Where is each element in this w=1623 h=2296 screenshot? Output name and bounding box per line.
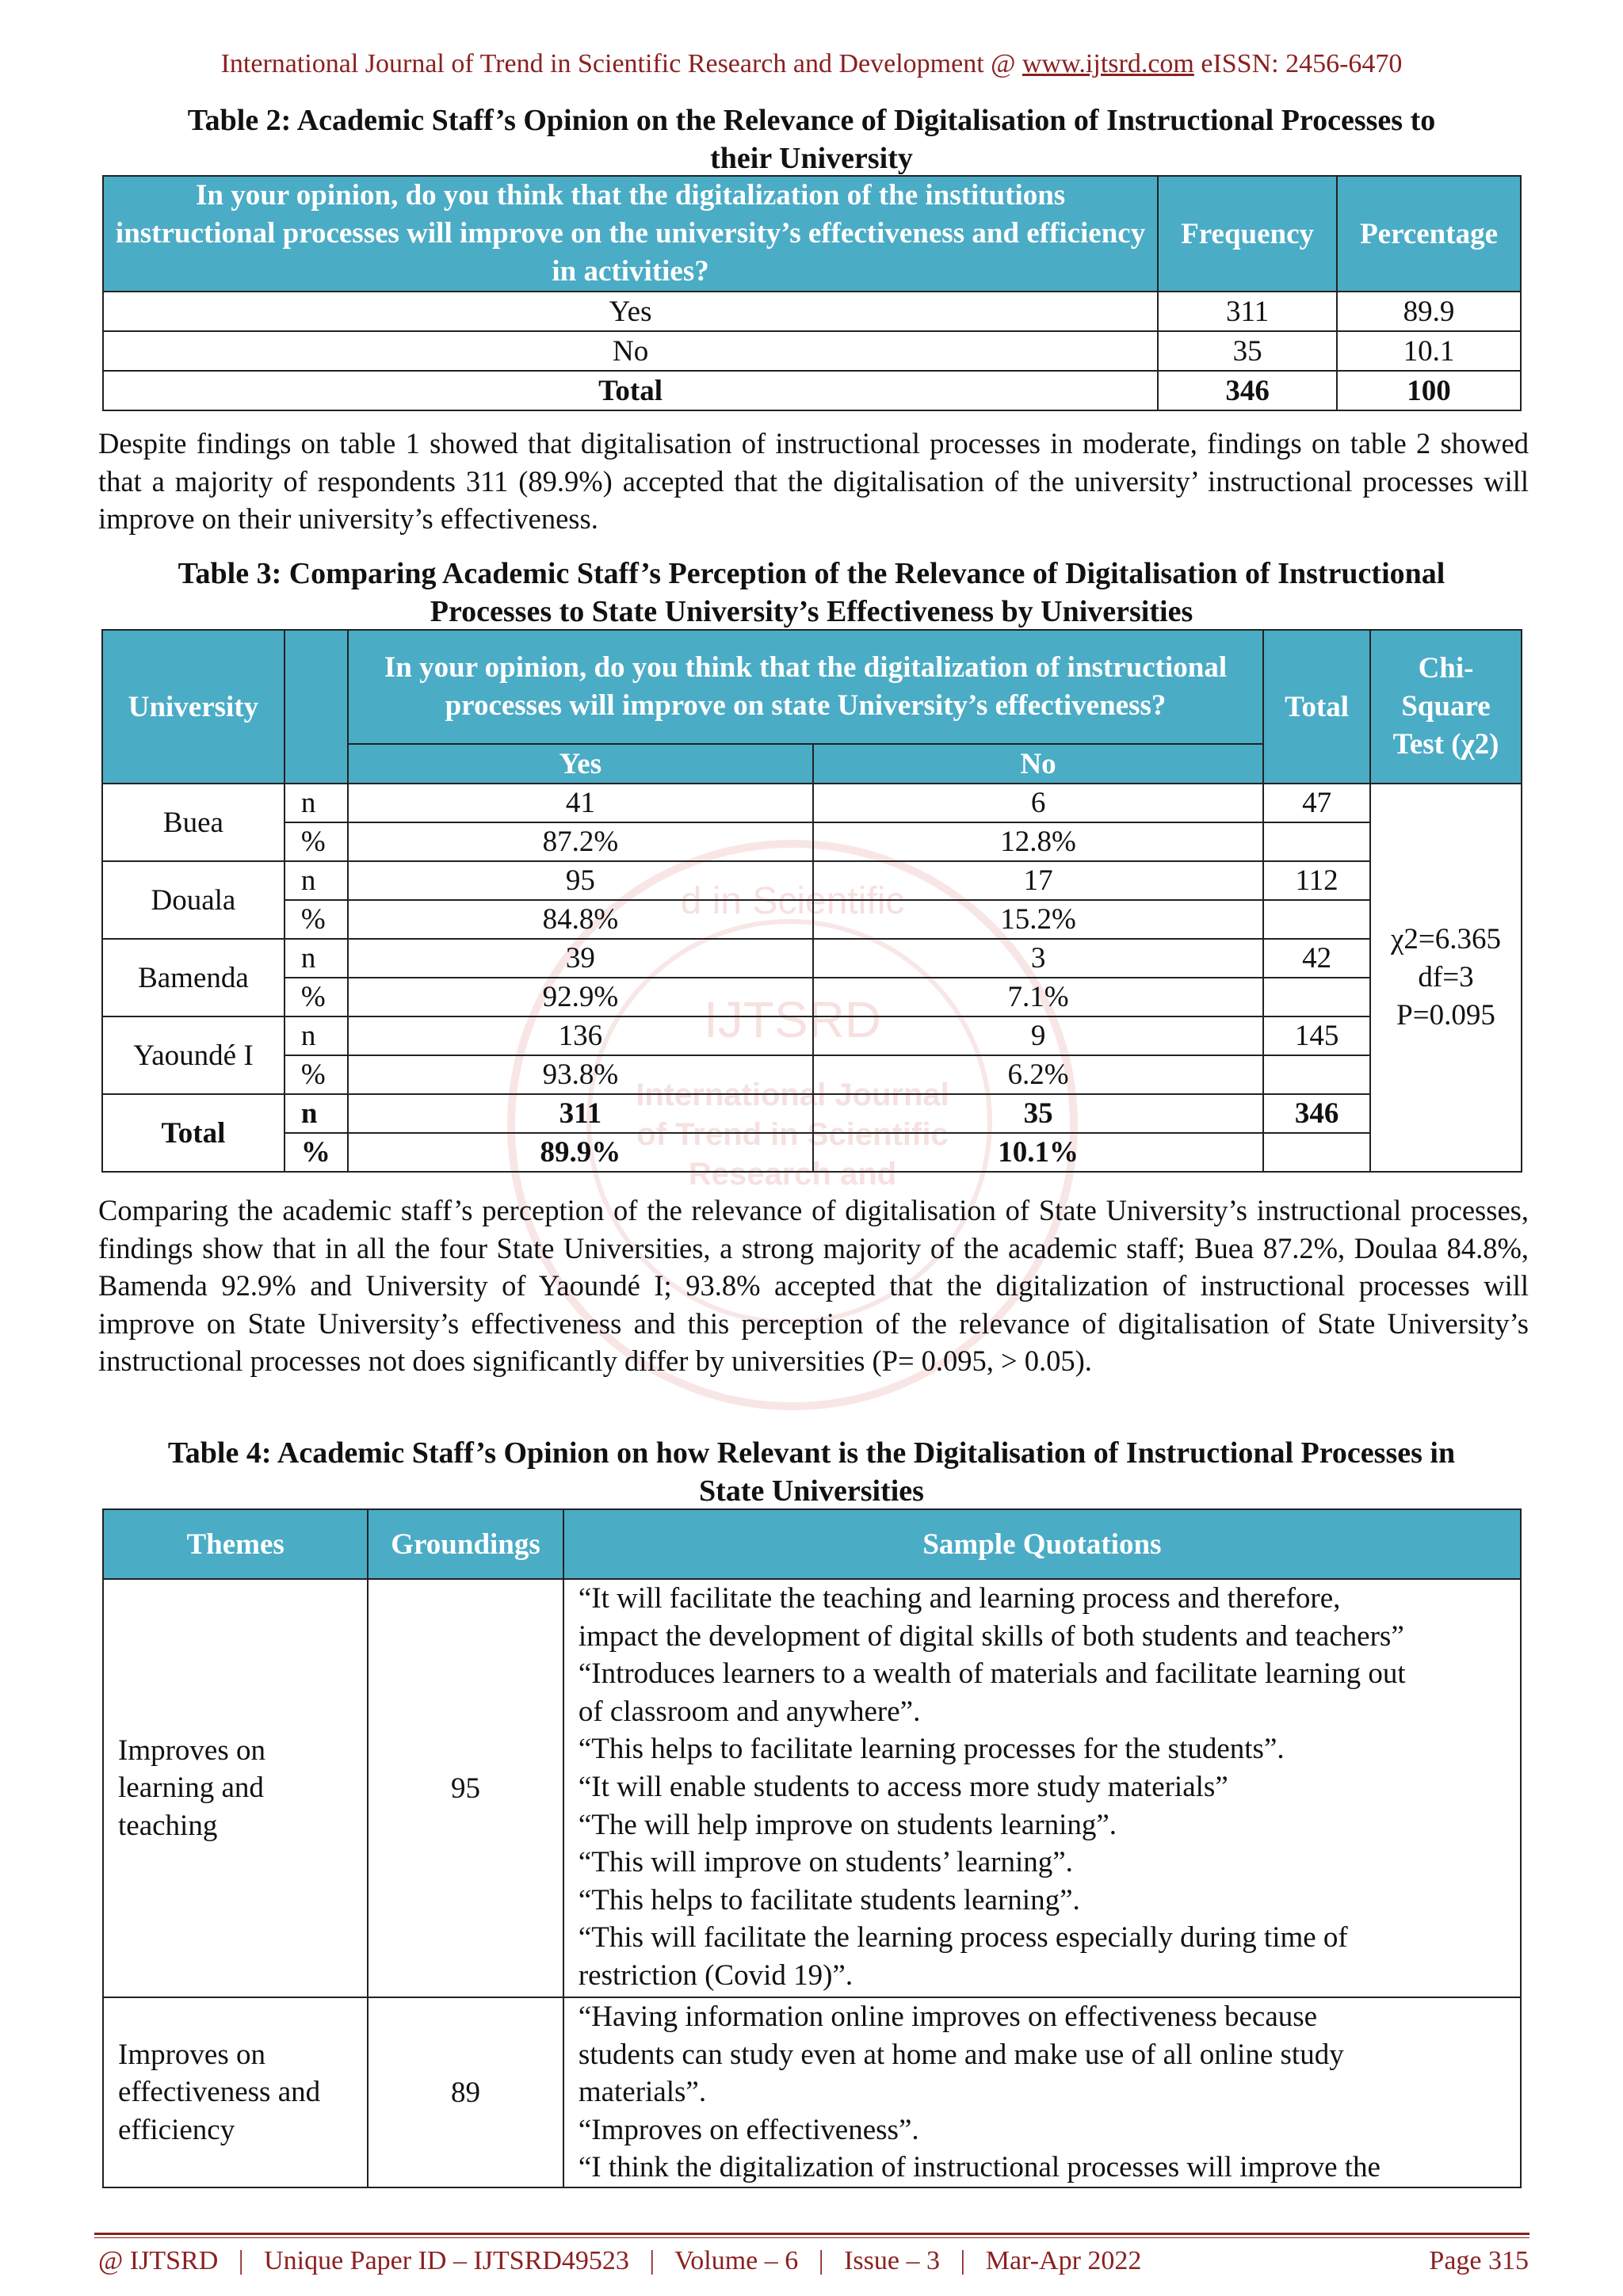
table3-cell-yes: 136	[348, 1016, 813, 1055]
table3	[101, 629, 1522, 1173]
table3-cell-yes: 84.8%	[348, 900, 813, 939]
table3-cell-total: 145	[1263, 1016, 1370, 1055]
table2-caption-line2: their University	[710, 142, 913, 175]
quote-line: “The will help improve on students learning”.	[578, 1808, 1117, 1841]
table3-pct-label: %	[285, 978, 348, 1016]
journal-url-link[interactable]: www.ijtsrd.com	[1022, 49, 1194, 78]
table3-caption-line1: Table 3: Comparing Academic Staff’s Perception of the Relevance of Digitalisation of Instructional	[178, 557, 1445, 590]
table4-theme	[103, 1997, 368, 2187]
table3-chi-square-result	[1370, 784, 1522, 1172]
journal-issn: eISSN: 2456-6470	[1201, 49, 1403, 78]
watermark-text: d in Scientific	[680, 880, 905, 922]
theme-line: efficiency	[118, 2113, 235, 2146]
journal-name: International Journal of Trend in Scientific Research and Development @	[220, 49, 1016, 78]
table3-pct-label: %	[285, 1133, 348, 1172]
footer-rule-thin	[94, 2237, 1529, 2238]
table4-theme	[103, 1579, 368, 1997]
paragraph-table2-findings: Despite findings on table 1 showed that digitalisation of instructional processes in moderate, findings on table 2 showed that a majority of respondents 311 (89.9%) accepted that the digitalisation of the university’ instructional processes will improve on their university’s effectiveness.	[98, 427, 1529, 535]
table4-groundings-header: Groundings	[368, 1509, 563, 1579]
chi-value: χ2=6.365	[1391, 923, 1502, 955]
table3-cell-yes: 92.9%	[348, 978, 813, 1016]
table-row	[102, 939, 1522, 978]
table3-cell-no: 10.1%	[813, 1133, 1263, 1172]
table3-cell-yes: 39	[348, 939, 813, 978]
table-row	[102, 822, 1522, 861]
table3-cell-yes: 311	[348, 1094, 813, 1133]
theme-line: teaching	[118, 1809, 218, 1842]
table4-caption-line1: Table 4: Academic Staff’s Opinion on how Relevant is the Digitalisation of Instructional Processes in	[167, 1436, 1456, 1470]
table3-no-header: No	[813, 744, 1263, 784]
table3-pct-label: %	[285, 900, 348, 939]
theme-line: Improves on	[118, 1733, 265, 1767]
quote-line: “I think the digitalization of instructional processes will improve the	[578, 2151, 1381, 2184]
table3-university-name: Buea	[102, 784, 285, 861]
table3-cell-no: 3	[813, 939, 1263, 978]
quote-line: “It will facilitate the teaching and learning process and therefore,	[578, 1582, 1341, 1615]
quote-line: of classroom and anywhere”.	[578, 1695, 921, 1728]
quote-line: impact the development of digital skills of both students and teachers”	[578, 1619, 1404, 1653]
theme-line: learning and	[118, 1772, 264, 1805]
table-row	[103, 371, 1521, 410]
table3-cell-yes: 93.8%	[348, 1055, 813, 1094]
table3-cell-total: 47	[1263, 784, 1370, 822]
table3-chi-header: Chi-Square Test (χ2)	[1370, 630, 1522, 784]
table2-cell-frequency: 346	[1158, 371, 1337, 410]
table3-caption	[95, 555, 1528, 631]
quote-line: “Improves on effectiveness”.	[578, 2113, 919, 2146]
table3-cell-no: 15.2%	[813, 900, 1263, 939]
table2-cell-percentage: 89.9	[1337, 292, 1521, 331]
table3-cell-yes: 41	[348, 784, 813, 822]
table2-percentage-header: Percentage	[1337, 176, 1521, 292]
table-row	[103, 331, 1521, 371]
table3-cell-total-empty	[1263, 978, 1370, 1016]
table2-frequency-header: Frequency	[1158, 176, 1337, 292]
table2	[102, 175, 1522, 411]
watermark-text: of Trend in Scientific	[636, 1117, 949, 1152]
table-row	[102, 978, 1522, 1016]
table-row	[102, 861, 1522, 900]
table3-cell-yes: 95	[348, 861, 813, 900]
table3-cell-no: 17	[813, 861, 1263, 900]
table4-themes-header: Themes	[103, 1509, 368, 1579]
page-footer	[98, 2246, 1529, 2276]
table-row	[102, 1094, 1522, 1133]
table4-quotations	[563, 1579, 1521, 1997]
table3-cell-no: 6.2%	[813, 1055, 1263, 1094]
table-row	[103, 292, 1521, 331]
theme-line: effectiveness and	[118, 2076, 321, 2109]
table3-n-label: n	[285, 784, 348, 822]
table3-cell-yes: 87.2%	[348, 822, 813, 861]
table3-cell-no: 9	[813, 1016, 1263, 1055]
table3-university-name: Bamenda	[102, 939, 285, 1016]
watermark-text: International Journal	[636, 1077, 949, 1112]
table3-n-label: n	[285, 939, 348, 978]
table3-n-label: n	[285, 1016, 348, 1055]
table2-cell-percentage: 10.1	[1337, 331, 1521, 371]
table-row	[103, 1579, 1521, 1997]
quote-line: “This helps to facilitate students learning”.	[578, 1883, 1080, 1917]
table3-university-name: Yaoundé I	[102, 1016, 285, 1094]
table4-quotations-header: Sample Quotations	[563, 1509, 1521, 1579]
table3-question-header: In your opinion, do you think that the digitalization of instructional processes will improve on state University’s effectiveness?	[348, 630, 1263, 744]
quote-line: “This will improve on students’ learning”.	[578, 1846, 1073, 1879]
quote-line: restriction (Covid 19)”.	[578, 1958, 854, 1992]
table3-total-label: Total	[102, 1094, 285, 1172]
table3-caption-line2: Processes to State University’s Effectiveness by Universities	[430, 595, 1193, 628]
table-row	[102, 1016, 1522, 1055]
table-row	[103, 1997, 1521, 2187]
footer-rule-thick	[94, 2233, 1529, 2235]
table-row	[102, 1133, 1522, 1172]
quote-line: students can study even at home and make use of all online study	[578, 2038, 1344, 2071]
quote-line: “It will enable students to access more study materials”	[578, 1770, 1228, 1803]
quote-line: “This helps to facilitate learning processes for the students”.	[578, 1733, 1285, 1766]
table4-groundings: 95	[368, 1579, 563, 1997]
footer-paper-info: @ IJTSRD | Unique Paper ID – IJTSRD49523 | Volume – 6 | Issue – 3 | Mar-Apr 2022	[98, 2246, 1142, 2275]
table3-yes-header: Yes	[348, 744, 813, 784]
table-row	[102, 1055, 1522, 1094]
table-row	[102, 784, 1522, 822]
table4	[102, 1508, 1522, 2188]
table3-university-header: University	[102, 630, 285, 784]
table2-cell-label: Total	[103, 371, 1158, 410]
table3-cell-no: 6	[813, 784, 1263, 822]
table3-n-label: n	[285, 1094, 348, 1133]
table3-cell-total: 42	[1263, 939, 1370, 978]
table3-cell-no: 35	[813, 1094, 1263, 1133]
table2-caption-line1: Table 2: Academic Staff’s Opinion on the Relevance of Digitalisation of Instructional Processes to	[187, 104, 1436, 137]
quote-line: “This will facilitate the learning process especially during time of	[578, 1921, 1348, 1955]
table2-cell-frequency: 311	[1158, 292, 1337, 331]
table2-caption	[95, 101, 1528, 177]
table3-total-header: Total	[1263, 630, 1370, 784]
quote-line: “Having information online improves on effectiveness because	[578, 2000, 1318, 2033]
table3-cell-total: 112	[1263, 861, 1370, 900]
paragraph-table3-findings: Comparing the academic staff’s perception of the relevance of digitalisation of State University’s instructional processes, findings show that in all the four State Universities, a strong majority of the academic staff; Buea 87.2%, Doulaa 84.8%, Bamenda 92.9% and University of Yaoundé I; 93.8% accepted that the digitalization of instructional processes will improve on State University’s effectiveness and this perception of the relevance of digitalisation of State University’s instructional processes not does significantly differ by universities (P= 0.095, > 0.05).	[98, 1194, 1529, 1377]
table3-cell-yes: 89.9%	[348, 1133, 813, 1172]
table-row	[102, 900, 1522, 939]
table3-cell-no: 7.1%	[813, 978, 1263, 1016]
table2-cell-frequency: 35	[1158, 331, 1337, 371]
table3-pct-label: %	[285, 822, 348, 861]
quote-line: materials”.	[578, 2076, 707, 2109]
page-number: Page 315	[1429, 2246, 1529, 2275]
table3-cell-total-empty	[1263, 1133, 1370, 1172]
journal-header	[0, 49, 1623, 79]
table4-quotations	[563, 1997, 1521, 2187]
table3-stat-header	[285, 630, 348, 784]
table3-cell-total-empty	[1263, 822, 1370, 861]
table2-question-header: In your opinion, do you think that the digitalization of the institutions instructional processes will improve on the university’s effectiveness and efficiency in activities?	[103, 176, 1158, 292]
table2-cell-label: No	[103, 331, 1158, 371]
table4-groundings: 89	[368, 1997, 563, 2187]
quote-line: “Introduces learners to a wealth of materials and facilitate learning out	[578, 1657, 1406, 1691]
chi-df: df=3	[1418, 961, 1474, 994]
table3-cell-no: 12.8%	[813, 822, 1263, 861]
theme-line: Improves on	[118, 2038, 265, 2071]
table3-pct-label: %	[285, 1055, 348, 1094]
table3-cell-total-empty	[1263, 900, 1370, 939]
table2-cell-percentage: 100	[1337, 371, 1521, 410]
table4-caption	[95, 1434, 1528, 1510]
table4-caption-line2: State Universities	[699, 1474, 924, 1508]
table2-cell-label: Yes	[103, 292, 1158, 331]
table3-n-label: n	[285, 861, 348, 900]
table3-cell-total: 346	[1263, 1094, 1370, 1133]
watermark-text: Research and	[688, 1157, 897, 1192]
watermark-text: IJTSRD	[704, 991, 881, 1048]
chi-p: P=0.095	[1396, 999, 1495, 1032]
table3-cell-total-empty	[1263, 1055, 1370, 1094]
table3-university-name: Douala	[102, 861, 285, 939]
